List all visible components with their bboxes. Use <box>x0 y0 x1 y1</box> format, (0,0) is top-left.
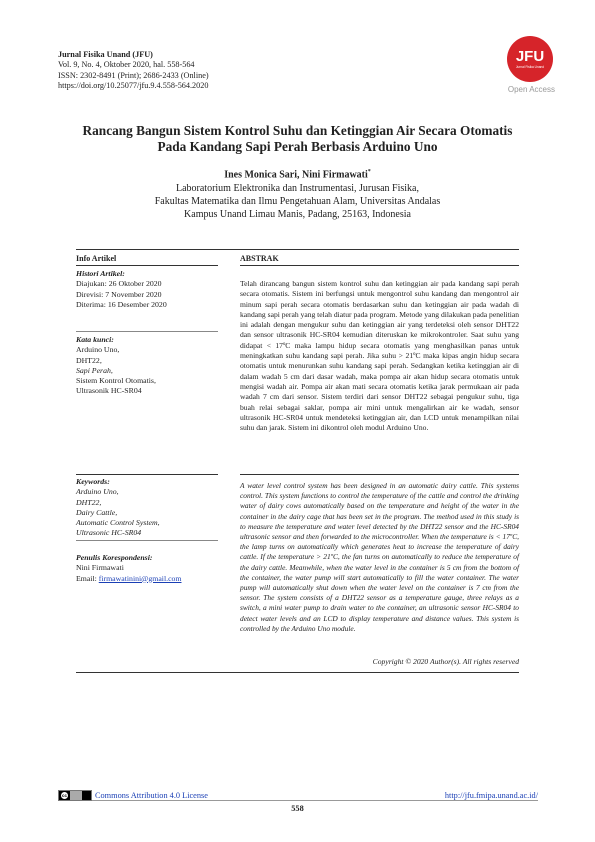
top-rule <box>76 249 519 250</box>
accepted-date: Diterima: 16 Desember 2020 <box>76 299 167 309</box>
title-line-1: Rancang Bangun Sistem Kontrol Suhu dan Ketinggian Air Secara Otomatis <box>82 123 513 138</box>
revised-date: Direvisi: 7 November 2020 <box>76 289 162 299</box>
open-access-label: Open Access <box>507 85 555 94</box>
by-icon <box>70 791 82 800</box>
footer-rule <box>58 800 538 801</box>
abstract-text: A water level control system has been designed in an automatic dairy cattle. This systems control. This system functions to control the temperature of the cattle and control the drinking water of dairy cows automatically based on the temperature and height of the water in the container in the dairy cage that has been set in the program. The method used in this study is to measure the temperature and water level detected by the DHT22 sensor and the HC-SR04 ultrasonic sensor and then forwarded to the microcontroller. When the temperature is < 17ºC, the lamp turns on automatically which generates heat to increase the temperature of dairy cattle. If the temperature > 21ºC, the fan turns on automatically to reduce the temperature of the dairy cattle. Meanwhile, when the water level in the container is 5 cm from the bottom of the container, the water pump will start automatically to fill the water container. The water pump will automatically shut down when the water level on the container is 7 cm from the sensor. The system consists of a DHT22 sensor as a temperature gauge, three relays as a switch, a mini water pump to drain water to the container, an ultrasonic sensor HC-SR04 to detect water levels and an LCD to display temperature and distance values. This system is controlled by the Arduino Uno module. <box>240 481 519 633</box>
kata-kunci-item: Arduino Uno, <box>76 345 120 355</box>
abstrak-header-rule <box>240 265 519 266</box>
journal-volume: Vol. 9, No. 4, Oktober 2020, hal. 558-564 <box>58 60 195 70</box>
logo-text: JFU <box>515 48 545 65</box>
authors <box>40 169 555 180</box>
received-date: Diajukan: 26 Oktober 2020 <box>76 279 162 289</box>
kata-kunci-section <box>76 335 218 397</box>
jfu-logo <box>507 36 553 82</box>
keyword-item: Dairy Cattle, <box>76 507 118 517</box>
keywords-label: Keywords: <box>76 477 110 486</box>
history-section <box>76 269 218 310</box>
article-title <box>40 123 555 155</box>
affiliation-line-2: Fakultas Matematika dan Ilmu Pengetahuan Alam, Universitas Andalas <box>154 196 441 208</box>
page-number: 558 <box>291 804 304 813</box>
corresponding-section <box>76 553 226 584</box>
email-line <box>76 574 226 584</box>
kata-kunci-item: Ultrasonik HC-SR04 <box>76 386 142 396</box>
corresponding-mark: * <box>367 169 371 175</box>
affiliation-line-1: Laboratorium Elektronika dan Instrumentasi, Jurusan Fisika, <box>175 183 419 194</box>
keywords-rule <box>76 540 218 541</box>
keyword-item: Automatic Control System, <box>76 518 160 528</box>
history-label: Histori Artikel: <box>76 269 125 278</box>
license-link[interactable]: Commons Attribution 4.0 License <box>95 791 208 800</box>
bottom-rule <box>76 672 519 673</box>
kata-kunci-item: Sapi Perah, <box>76 365 113 375</box>
title-line-2: Pada Kandang Sapi Perah Berbasis Arduino Uno <box>157 139 438 154</box>
logo-subtext: Jurnal Fisika Unand <box>515 65 545 69</box>
journal-info <box>58 50 209 92</box>
kata-kunci-label: Kata kunci: <box>76 335 114 344</box>
info-header-rule <box>76 265 218 266</box>
email-label: Email: <box>76 573 97 583</box>
kata-kunci-item: DHT22, <box>76 355 102 365</box>
history-rule <box>76 331 218 332</box>
email-link[interactable]: firmawatinini@gmail.com <box>98 573 182 583</box>
keyword-item: Ultrasonic HC-SR04 <box>76 528 142 538</box>
journal-doi[interactable]: https://doi.org/10.25077/jfu.9.4.558-564.2020 <box>58 81 209 91</box>
cc-icon: cc <box>61 793 67 798</box>
corresponding-name: Nini Firmawati <box>76 563 124 573</box>
keywords-section <box>76 477 218 539</box>
keyword-item: DHT22, <box>76 497 102 507</box>
info-header: Info Artikel <box>76 254 117 263</box>
keyword-item: Arduino Uno, <box>76 487 119 497</box>
cc-license-badge[interactable] <box>58 790 92 801</box>
copyright-notice: Copyright © 2020 Author(s). All rights reserved <box>372 657 519 666</box>
abstrak-header: ABSTRAK <box>240 254 279 263</box>
abstrak-text: Telah dirancang bangun sistem kontrol suhu dan ketinggian air pada kandang sapi perah secara otomatis. Sistem ini berfungsi untuk mengontrol suhu kandang dan mengontrol air minum sapi perah secara otomatis berdasarkan suhu dan ketinggian air pada wadah di kandang sapi perah yang telah diatur pada program. Metode yang dilakukan pada penelitian ini adalah dengan mengukur suhu dan ketinggian air yang terdeteksi oleh sensor DHT22 dan sensor ultrasonik HC-SR04 kemudian diteruskan ke mikrokontroler. Saat suhu yang didapat < 17ºC maka lampu hidup secara otomatis yang menghasilkan panas untuk meningkatkan suhu kandang sapi perah. Jika suhu > 21ºC maka kipas angin hidup secara otomatis untuk menurunkan suhu kandang sapi perah. Sedangkan ketika ketinggian air di dalam wadah 5 cm dari dasar wadah, maka pompa air akan hidup secara otomatis untuk mengisi wadah air. Pompa air akan mati secara otomatis ketika jarak permukaan air pada wadah 7 cm dari sensor. Sistem terdiri dari sensor DHT22 sebagai pengukur suhu, tiga buah relai sebagai saklar, pompa air mini untuk mengalirkan air ke wadah, sensor ultrasonik HC-SR04 untuk mendeteksi ketinggian air, dan LCD untuk menampilkan nilai suhu dan jarak. Sistem ini dikontrol oleh modul Arduino Uno. <box>240 279 519 433</box>
kata-kunci-item: Sistem Kontrol Otomatis, <box>76 376 156 386</box>
journal-url-link[interactable]: http://jfu.fmipa.unand.ac.id/ <box>444 791 538 800</box>
journal-name: Jurnal Fisika Unand (JFU) <box>58 50 153 59</box>
corresponding-label: Penulis Korespondensi: <box>76 553 153 562</box>
info-mid-rule <box>76 474 218 475</box>
affiliation <box>40 182 555 222</box>
journal-issn: ISSN: 2302-8491 (Print); 2686-2433 (Online) <box>58 70 209 80</box>
author-names: Ines Monica Sari, Nini Firmawati <box>224 169 368 181</box>
affiliation-line-3: Kampus Unand Limau Manis, Padang, 25163, Indonesia <box>184 209 411 221</box>
abstrak-mid-rule <box>240 474 519 475</box>
